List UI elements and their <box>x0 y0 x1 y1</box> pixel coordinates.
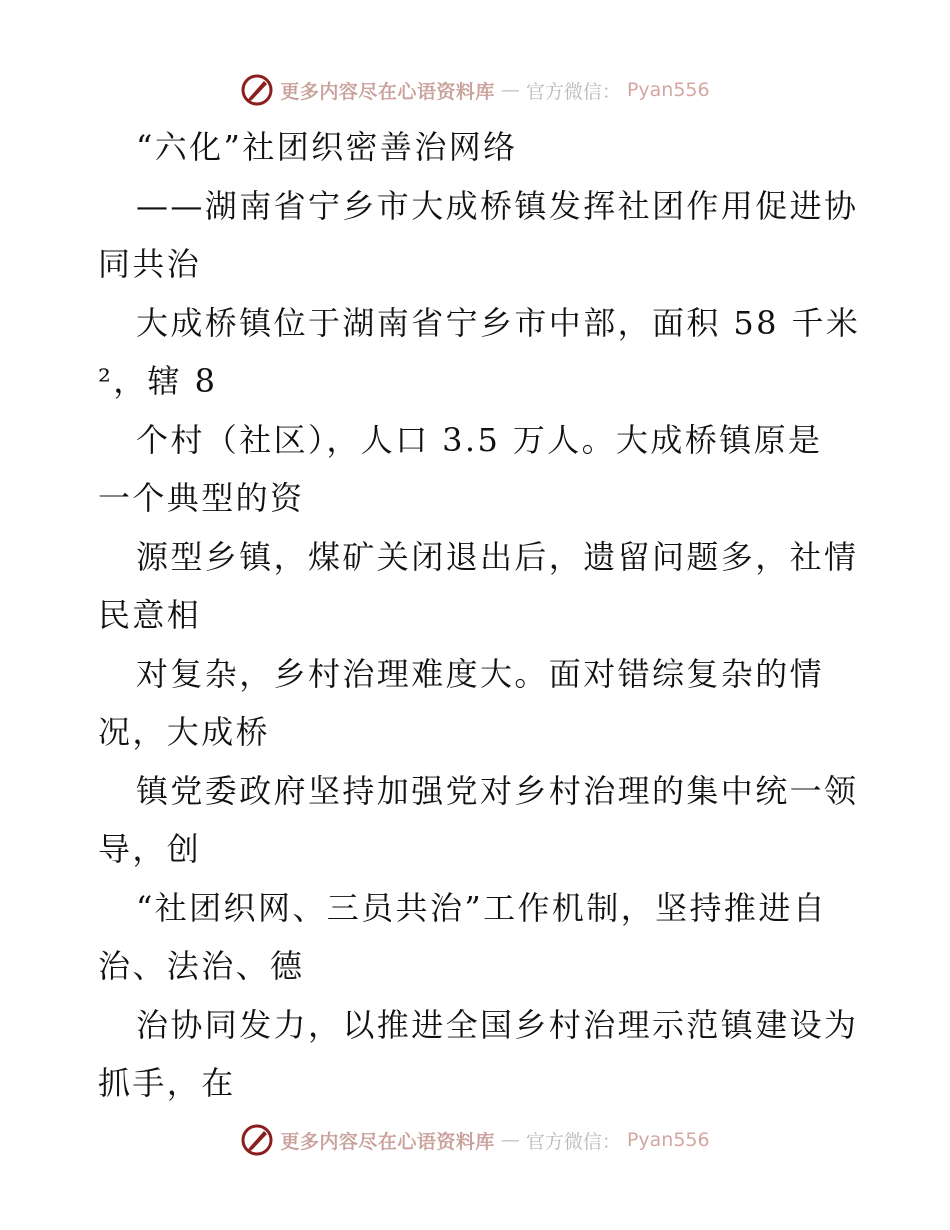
doc-line: 民意相 <box>98 596 202 634</box>
doc-line: 治协同发力，以推进全国乡村治理示范镇建设为 <box>136 1005 859 1044</box>
footer-banner <box>0 1120 950 1160</box>
banner-separator: — <box>500 79 520 101</box>
doc-subtitle-cont: 同共治 <box>98 245 202 283</box>
doc-line: 对复杂，乡村治理难度大。面对错综复杂的情 <box>136 654 825 693</box>
doc-line: 个村（社区），人口 3.5 万人。大成桥镇原是 <box>136 420 823 459</box>
doc-line: 源型乡镇，煤矿关闭退出后，遗留问题多，社情 <box>136 537 859 576</box>
doc-line: 抓手，在 <box>98 1064 236 1102</box>
doc-line: 大成桥镇位于湖南省宁乡市中部，面积 58 千米 <box>136 303 861 342</box>
banner-text: 更多内容尽在心语资料库 <box>280 1130 495 1153</box>
banner-wechat-id: Pyan556 <box>626 79 710 101</box>
doc-line: 镇党委政府坚持加强党对乡村治理的集中统一领 <box>136 771 859 810</box>
doc-line: 一个典型的资 <box>98 479 305 517</box>
document-body <box>98 118 861 1113</box>
quill-logo-icon <box>240 1123 274 1157</box>
doc-line: 导，创 <box>98 830 202 868</box>
doc-line: 治、法治、德 <box>98 947 305 985</box>
doc-subtitle: ——湖南省宁乡市大成桥镇发挥社团作用促进协 <box>136 186 859 225</box>
banner-wechat-label: 官方微信： <box>525 1130 621 1153</box>
banner-text: 更多内容尽在心语资料库 <box>280 80 495 103</box>
banner-wechat-id: Pyan556 <box>626 1129 710 1151</box>
doc-title: “六化”社团织密善治网络 <box>136 128 518 166</box>
doc-line: “社团织网、三员共治”工作机制，坚持推进自 <box>136 888 828 927</box>
header-banner <box>0 70 950 110</box>
doc-line: 况，大成桥 <box>98 713 271 751</box>
banner-wechat-label: 官方微信： <box>525 80 621 103</box>
quill-logo-icon <box>240 73 274 107</box>
banner-separator: — <box>500 1129 520 1151</box>
doc-line: ²，辖 8 <box>98 362 218 400</box>
